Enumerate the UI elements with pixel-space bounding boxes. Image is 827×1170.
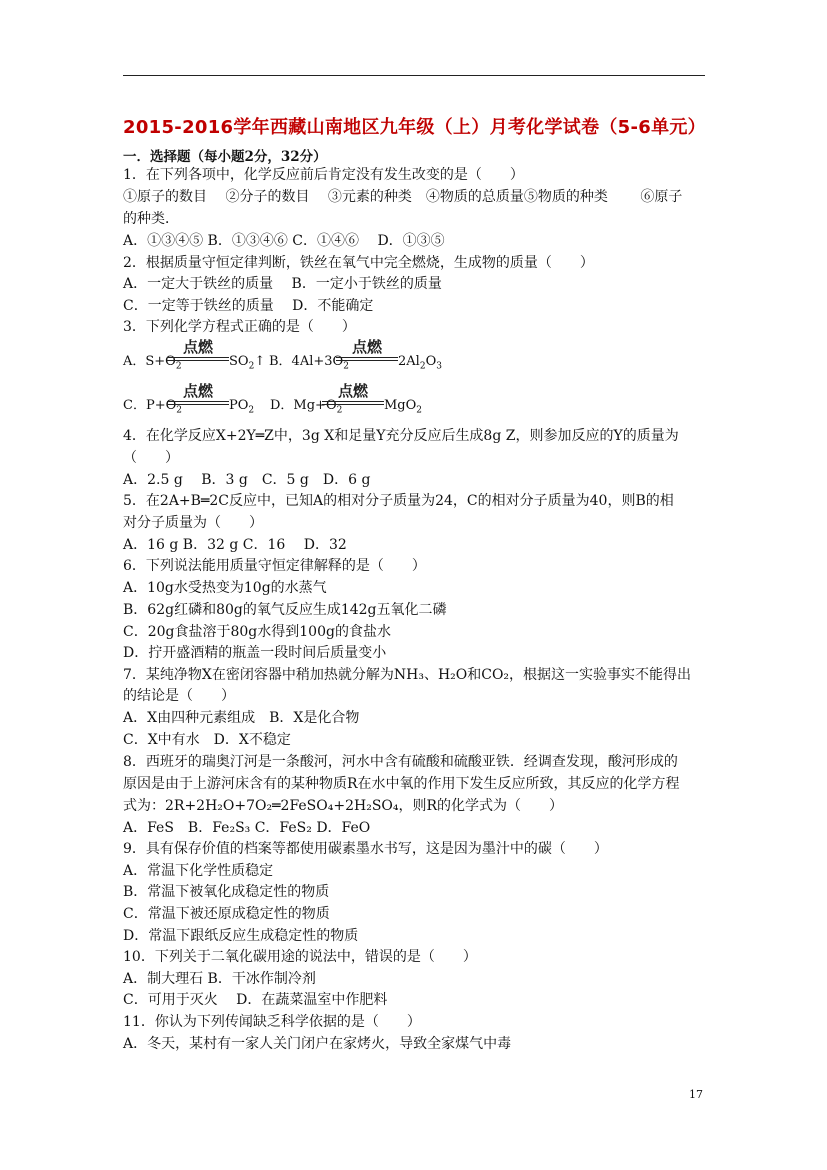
question-line: 6．下列说法能用质量守恒定律解释的是（ ） [123, 558, 426, 574]
question-line: A．16 g B．32 g C．16 D．32 [123, 537, 347, 553]
equation-option-d: D．$Mg+O_2$ [270, 398, 343, 416]
question-line: 9．具有保存价值的档案等都使用碳素墨水书写，这是因为墨汁中的碳（ ） [123, 841, 608, 857]
equals-bar [322, 404, 384, 405]
question-line: A．FeS B．Fe₂S₃ C．FeS₂ D．FeO [123, 820, 371, 836]
question-line: D．拧开盛酒精的瓶盖一段时间后质量变小 [123, 645, 387, 661]
ignite-label: 点燃 [337, 382, 368, 400]
question-line: B．62g红磷和80g的氧气反应生成142g五氧化二磷 [123, 602, 447, 618]
question-line: D．常温下跟纸反应生成稳定性的物质 [123, 928, 359, 944]
question-line: A．冬天，某村有一家人关门闭户在家烤火，导致全家煤气中毒 [123, 1036, 512, 1052]
question-line: C．可用于灭火 D．在蔬菜温室中作肥料 [123, 992, 388, 1008]
question-line: 3．下列化学方程式正确的是（ ） [123, 319, 356, 335]
equals-bar [336, 357, 398, 358]
question-line: 1．在下列各项中，化学反应前后肯定没有发生改变的是（ ） [123, 167, 524, 183]
question-line: （ ） [123, 450, 179, 466]
question-line: 10．下列关于二氧化碳用途的说法中，错误的是（ ） [123, 949, 477, 965]
question-line: B．常温下被氧化成稳定性的物质 [123, 884, 330, 900]
question-line: 11．你认为下列传闻缺乏科学依据的是（ ） [123, 1014, 421, 1030]
equals-bar [336, 360, 398, 361]
question-line: A．2.5 g B．3 g C．5 g D．6 g [123, 472, 371, 488]
ignite-condition [167, 338, 229, 362]
question-line: 式为：2R+2H₂O+7O₂═2FeSO₄+2H₂SO₄，则R的化学式为（ ） [123, 798, 564, 814]
equation-product-c: $PO_2$ [229, 398, 255, 416]
ignite-label: 点燃 [351, 338, 382, 356]
equals-bar [167, 360, 229, 361]
equation-option-a: A．$S+O_2$ [123, 354, 182, 372]
question-line: 5．在2A+B═2C反应中，已知A的相对分子质量为24，C的相对分子质量为40，则B的相 [123, 493, 674, 509]
equals-bar [167, 357, 229, 358]
ignite-condition [322, 382, 384, 406]
question-line: ①原子的数目 ②分子的数目 ③元素的种类 ④物质的总质量⑤物质的种类 ⑥原子 [123, 189, 683, 205]
equation-option-b: B．$4Al+3O_2$ [269, 354, 349, 372]
ignite-label: 点燃 [182, 382, 213, 400]
question-line: C．一定等于铁丝的质量 D．不能确定 [123, 298, 374, 314]
question-line: 的结论是（ ） [123, 688, 235, 704]
section-heading: 一．选择题（每小题2分，32分） [123, 149, 327, 165]
page-title: 2015-2016学年西藏山南地区九年级（上）月考化学试卷（5-6单元） [123, 117, 706, 138]
ignite-label: 点燃 [182, 338, 213, 356]
question-line: 8．西班牙的瑞奥汀河是一条酸河，河水中含有硫酸和硫酸亚铁．经调查发现，酸河形成的 [123, 754, 678, 770]
equation-product-a: $SO_2↑$ [229, 354, 266, 372]
ignite-condition [167, 382, 229, 406]
question-line: 2．根据质量守恒定律判断，铁丝在氧气中完全燃烧，生成物的质量（ ） [123, 255, 594, 271]
question-line: 对分子质量为（ ） [123, 515, 263, 531]
question-line: A．10g水受热变为10g的水蒸气 [123, 580, 327, 596]
question-line: 7．某纯净物X在密闭容器中稍加热就分解为NH₃、H₂O和CO₂，根据这一实验事实不能得出 [123, 667, 692, 683]
question-line: A．X由四种元素组成 B．X是化合物 [123, 710, 360, 726]
equals-bar [167, 401, 229, 402]
equation-product-d: MgO$_2$ [384, 398, 423, 416]
equals-bar [167, 404, 229, 405]
question-line: 4．在化学反应X+2Y═Z中，3g X和足量Y充分反应后生成8g Z，则参加反应的Y的质量为 [123, 428, 679, 444]
page-number: 17 [689, 1088, 703, 1101]
question-line: C．常温下被还原成稳定性的物质 [123, 906, 330, 922]
question-line: 的种类． [123, 211, 179, 227]
equation-product-b: $2Al_2O_3$ [398, 354, 442, 372]
question-line: A．①③④⑤ B．①③④⑥ C．①④⑥ D．①③⑤ [123, 233, 445, 249]
question-line: A．一定大于铁丝的质量 B．一定小于铁丝的质量 [123, 276, 442, 292]
equals-bar [322, 401, 384, 402]
ignite-condition [336, 338, 398, 362]
question-line: A．制大理石 B．干冰作制冷剂 [123, 971, 316, 987]
equation-option-c: C．$P+O_2$ [123, 398, 182, 416]
question-line: C．20g食盐溶于80g水得到100g的食盐水 [123, 624, 391, 640]
question-line: A．常温下化学性质稳定 [123, 863, 274, 879]
header-rule [123, 75, 705, 76]
question-line: C．X中有水 D．X不稳定 [123, 732, 291, 748]
question-line: 原因是由于上游河床含有的某种物质R在水中氧的作用下发生反应所致，其反应的化学方程 [123, 776, 680, 792]
